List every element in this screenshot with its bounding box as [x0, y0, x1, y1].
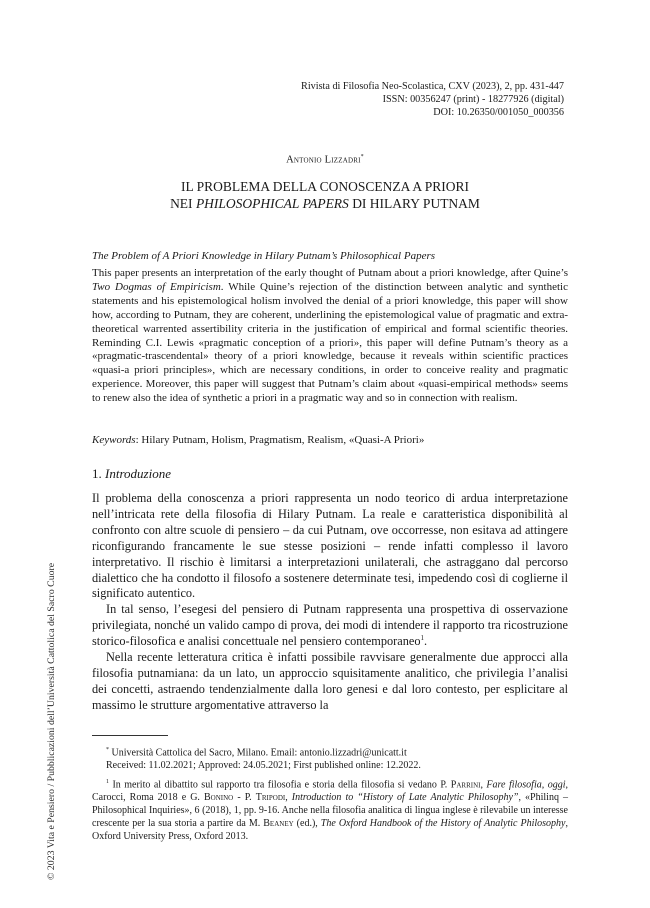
article-title	[0, 178, 650, 212]
fn-text: ,	[285, 792, 292, 804]
footnote-1	[92, 776, 568, 843]
english-title: The Problem of A Priori Knowledge in Hilary Putnam’s Philosophical Papers	[92, 250, 436, 262]
fn-text: , Oxford University Press, Oxford 2013.	[92, 817, 568, 842]
fn-book-title: The Oxford Handbook of the History of Analytic Philosophy	[320, 817, 566, 829]
title-italic: PHILOSOPHICAL PAPERS	[195, 196, 349, 211]
abstract-italic: Two Dogmas of Empiricism	[92, 280, 221, 293]
footnote-mark: *	[106, 747, 109, 753]
article-title-line1: IL PROBLEMA DELLA CONOSCENZA A PRIORI	[181, 179, 469, 194]
journal-doi: DOI: 10.26350/001050_000356	[433, 107, 564, 118]
fn-text: - P.	[233, 792, 256, 804]
fn-author: Beaney	[263, 817, 294, 829]
abstract-part: . While Quine’s rejection of the distinction between analytic and synthetic statements and his epistemological holism involved the denial of a priori knowledge, this paper will show how, according to Putnam, they are coherent, underlining the epistemological value of pragmatic and extra-theoretical warrented assertibility criteria in the justification of empirical and formal scientific theories. Reminding C.I. Lewis «pragmatic conception of a priori», this paper will define Putnam’s theory as a «pragmatic-trascendental» theory of a priori knowledge, because it reveals within scientific practices «quasi-a priori principles», which are necessary conditions, in order to conceive reality and pragmatic experience. Moreover, this paper will suggest that Putnam’s claim about «quasi-empirical methods» seems to renew also the idea of synthetic a priori in a pragmatic way and so in connection with realism.	[92, 280, 568, 405]
footnote-divider	[92, 735, 168, 736]
section-title: Introduzione	[105, 466, 171, 481]
fn-text: (ed.),	[293, 817, 321, 829]
article-title-line2	[0, 195, 650, 212]
footnote-affiliation: Università Cattolica del Sacro, Milano. Email: antonio.lizzadri@unicatt.it	[111, 747, 407, 759]
fn-author: Parrini	[450, 779, 481, 791]
fn-book-title: Introduction to “History of Late Analytic Philosophy”	[291, 792, 519, 804]
keywords-text: : Hilary Putnam, Holism, Pragmatism, Realism, «Quasi-A Priori»	[135, 434, 425, 446]
fn-text: In merito al dibattito sul rapporto tra filosofia e storia della filosofia si vedano P.	[109, 779, 451, 791]
footnote-ref[interactable]: 1	[420, 634, 424, 643]
paragraph: Nella recente letteratura critica è infatti possibile ravvisare generalmente due approcci alla filosofia putnamiana: da un lato, un approccio squisitamente analitico, che privilegia l’analisi dei concetti, astraendo tendenzialmente dalla loro genesi e dal loro contesto, per esplicitare al massimo le strutture argomentative attraverso la	[92, 650, 568, 712]
abstract	[92, 267, 568, 406]
author-name: Antonio Lizzadri	[286, 154, 361, 166]
author-footnote-mark: *	[360, 154, 364, 160]
fn-author: Bonino	[204, 792, 234, 804]
journal-citation: Rivista di Filosofia Neo-Scolastica, CXV (2023), 2, pp. 431-447	[301, 81, 564, 92]
paragraph-end: .	[423, 634, 428, 649]
paragraph: Il problema della conoscenza a priori rappresenta un nodo teorico di ardua interpretazione nell’intricata rete della filosofia di Hilary Putnam. La reale e caratteristica disponibilità al confronto con altre scuole di pensiero – da cui Putnam, ove occorresse, non esitava ad attingere riconfigurando francamente le sue stesse posizioni – rende infatti complesso il lavoro interpretativo. Il rischio è limitarsi a interpretazioni unilaterali, che astraggano dal percorso dialettico che ha condotto il filosofo a sostenere determinate tesi, impedendo così di coglierne il significato autentico.	[92, 491, 568, 601]
copyright-side-note: © 2023 Vita e Pensiero / Pubblicazioni dell’Università Cattolica del Sacro Cuore	[46, 562, 57, 880]
fn-author: Tripodi	[255, 792, 286, 804]
title-pre: NEI	[170, 196, 196, 211]
paragraph-text: In tal senso, l’esegesi del pensiero di Putnam rappresenta una prospettiva di osservazione privilegiata, nonché un valido campo di prova, dei modi di intendere il rapporto tra ricostruzione storico-filosofica e analisi concettuale nel pensiero contemporaneo	[92, 602, 568, 649]
fn-text: , Carocci, Roma 2018 e G.	[92, 779, 568, 804]
journal-issn: ISSN: 00356247 (print) - 18277926 (digital)	[382, 94, 564, 105]
abstract-part: This paper presents an interpretation of the early thought of Putnam about a priori knowledge, after Quine’s	[92, 267, 568, 279]
fn-text: ,	[480, 779, 487, 791]
section-number: 1.	[92, 466, 105, 481]
footnote-dates: Received: 11.02.2021; Approved: 24.05.2021; First published online: 12.2022.	[106, 760, 421, 772]
fn-book-title: Fare filosofia, oggi	[486, 779, 566, 791]
fn-text: , «Philinq – Philosophical Inquiries», 6 (2018), 1, pp. 9-16. Anche nella filosofia analitica di lingua inglese è rilevabile un interesse crescente per la sua storia a partire da M.	[92, 792, 569, 829]
title-post: DI HILARY PUTNAM	[348, 196, 480, 211]
journal-header	[301, 80, 564, 119]
keywords-label: Keywords	[92, 434, 136, 446]
body-text	[92, 491, 568, 714]
author-line	[0, 154, 650, 166]
keywords	[92, 434, 568, 446]
paragraph	[92, 602, 568, 650]
footnote-mark: 1	[106, 779, 109, 785]
section-heading	[92, 466, 171, 482]
footnote-author	[106, 744, 568, 773]
